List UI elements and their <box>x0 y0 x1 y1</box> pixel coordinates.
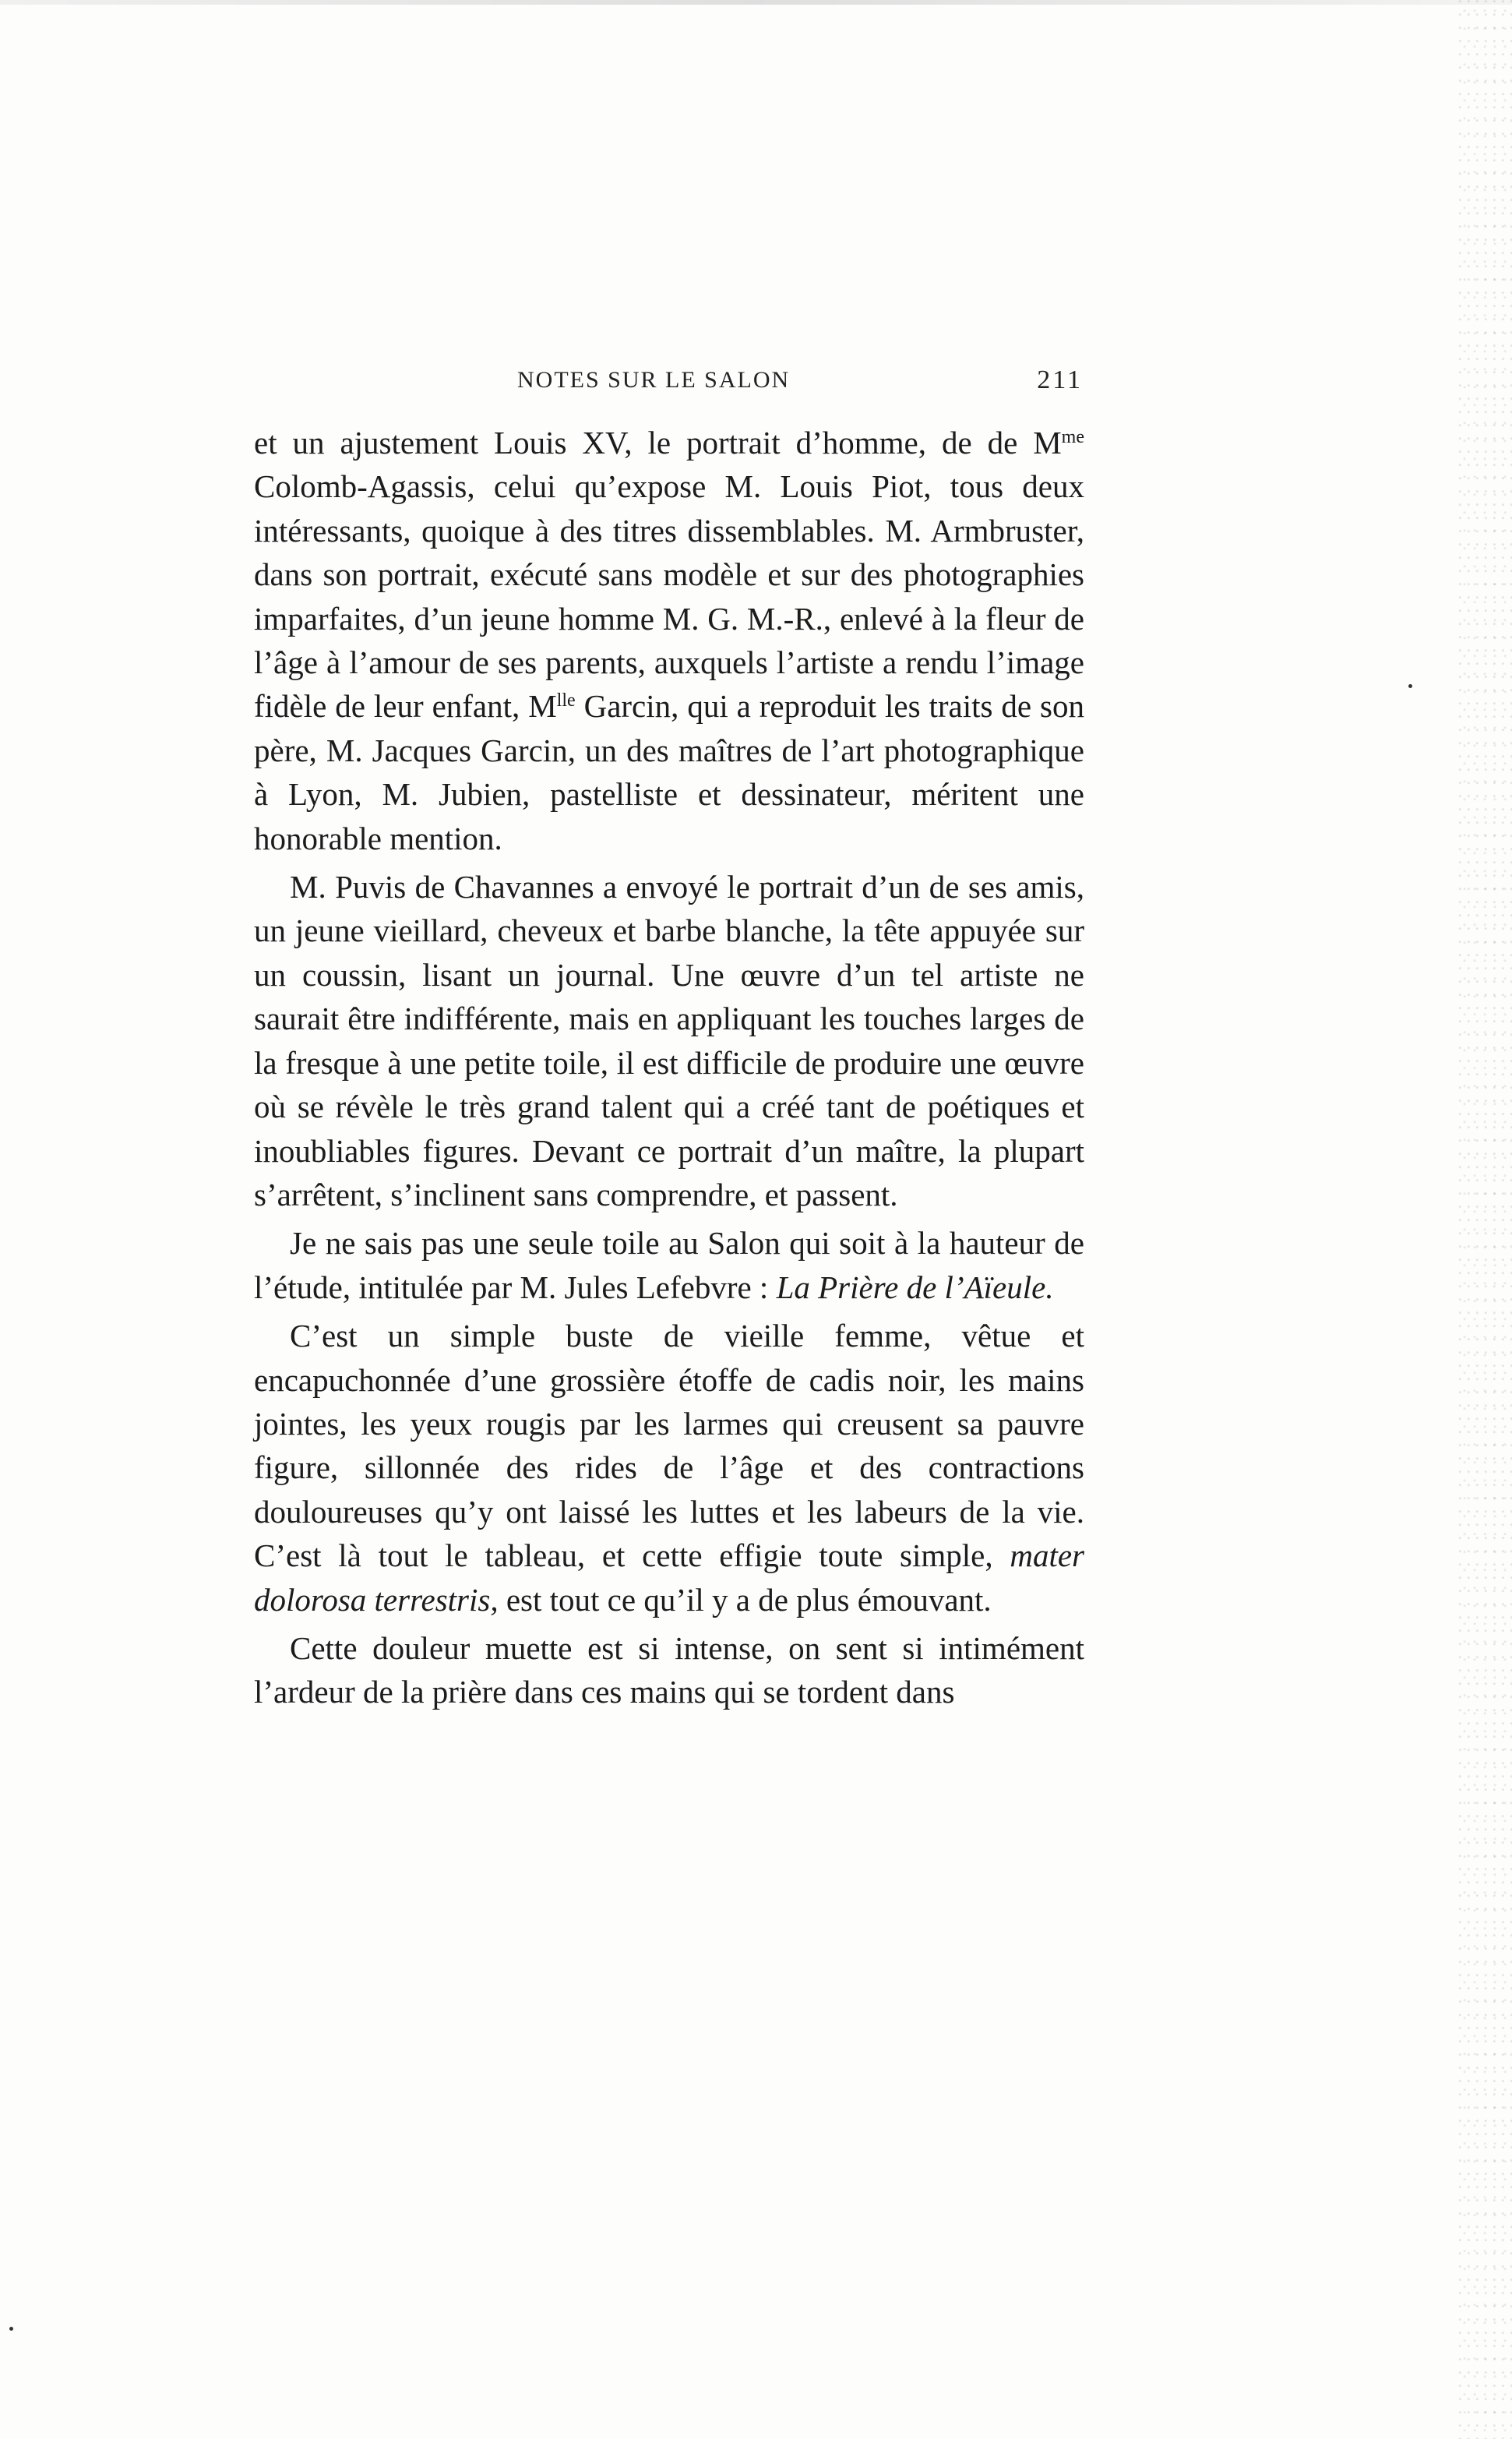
scan-top-edge <box>0 0 1512 5</box>
paragraph-4-text-b: est tout ce qu’il y a de plus émouvant. <box>498 1581 992 1618</box>
paragraph-1-text-a: et un ajustement Louis XV, le portrait d’homme, de de M <box>254 425 1062 461</box>
scan-speck <box>1408 684 1412 688</box>
superscript-me: me <box>1061 427 1084 447</box>
superscript-lle: lle <box>556 690 576 711</box>
paragraph-1-text-b: Colomb-Agassis, celui qu’expose M. Louis Piot, tous deux intéressants, quoique à des titres dissemblables. M. Armbruster, dans son portrait, exécuté sans modèle et sur des photographies imparfaites, d’un jeune homme M. G. M.-R., enlevé à la fleur de l’âge à l’amour de ses parents, auxquels l’artiste a rendu l’image fidèle de leur enfant, M <box>254 468 1084 725</box>
painting-title: La Prière de l’Aïeule. <box>776 1269 1054 1305</box>
paragraph-1 <box>254 421 1084 860</box>
scan-right-edge-noise <box>1457 0 1512 2439</box>
scan-speck <box>9 2327 13 2331</box>
paragraph-4 <box>254 1314 1084 1622</box>
paragraph-3-text: Je ne sais pas une seule toile au Salon qui soit à la hauteur de l’étude, intitulée par M. Jules Lefebvre : <box>254 1225 1084 1305</box>
running-head: NOTES SUR LE SALON <box>517 367 791 393</box>
paragraph-5: Cette douleur muette est si intense, on sent si intimément l’ardeur de la prière dans ces mains qui se tordent dans <box>254 1629 1084 1710</box>
latin-phrase: mater dolorosa terrestris, <box>254 1537 1084 1618</box>
page-header <box>256 365 1083 396</box>
paragraph-1-text-c: Garcin, qui a reproduit les traits de son père, M. Jacques Garcin, un des maîtres de l’art photographique à Lyon, M. Jubien, pastelliste et dessinateur, méritent une honorable mention. <box>254 688 1084 856</box>
paragraph-2: M. Puvis de Chavannes a envoyé le portrait d’un de ses amis, un jeune vieillard, cheveux et barbe blanche, la tête appuyée sur un coussin, lisant un journal. Une œuvre d’un tel artiste ne saurait être indifférente, mais en appliquant les touches larges de la fresque à une petite toile, il est difficile de produire une œuvre où se révèle le très grand talent qui a créé tant de poétiques et inoubliables figures. Devant ce portrait d’un maître, la plupart s’arrêtent, s’inclinent sans comprendre, et passent. <box>254 869 1084 1212</box>
paragraph-4-text-a: C’est un simple buste de vieille femme, vêtue et encapuchonnée d’une grossière étoffe de cadis noir, les mains jointes, les yeux rougis par les larmes qui creusent sa pauvre figure, sillonnée des rides de l’âge et des contractions douloureuses qu’y ont laissé les luttes et les labeurs de la vie. C’est là tout le tableau, et cette effigie toute simple, <box>254 1318 1084 1574</box>
paragraph-3 <box>254 1221 1084 1309</box>
page-number: 211 <box>1037 365 1083 394</box>
body-text <box>254 421 1084 1714</box>
